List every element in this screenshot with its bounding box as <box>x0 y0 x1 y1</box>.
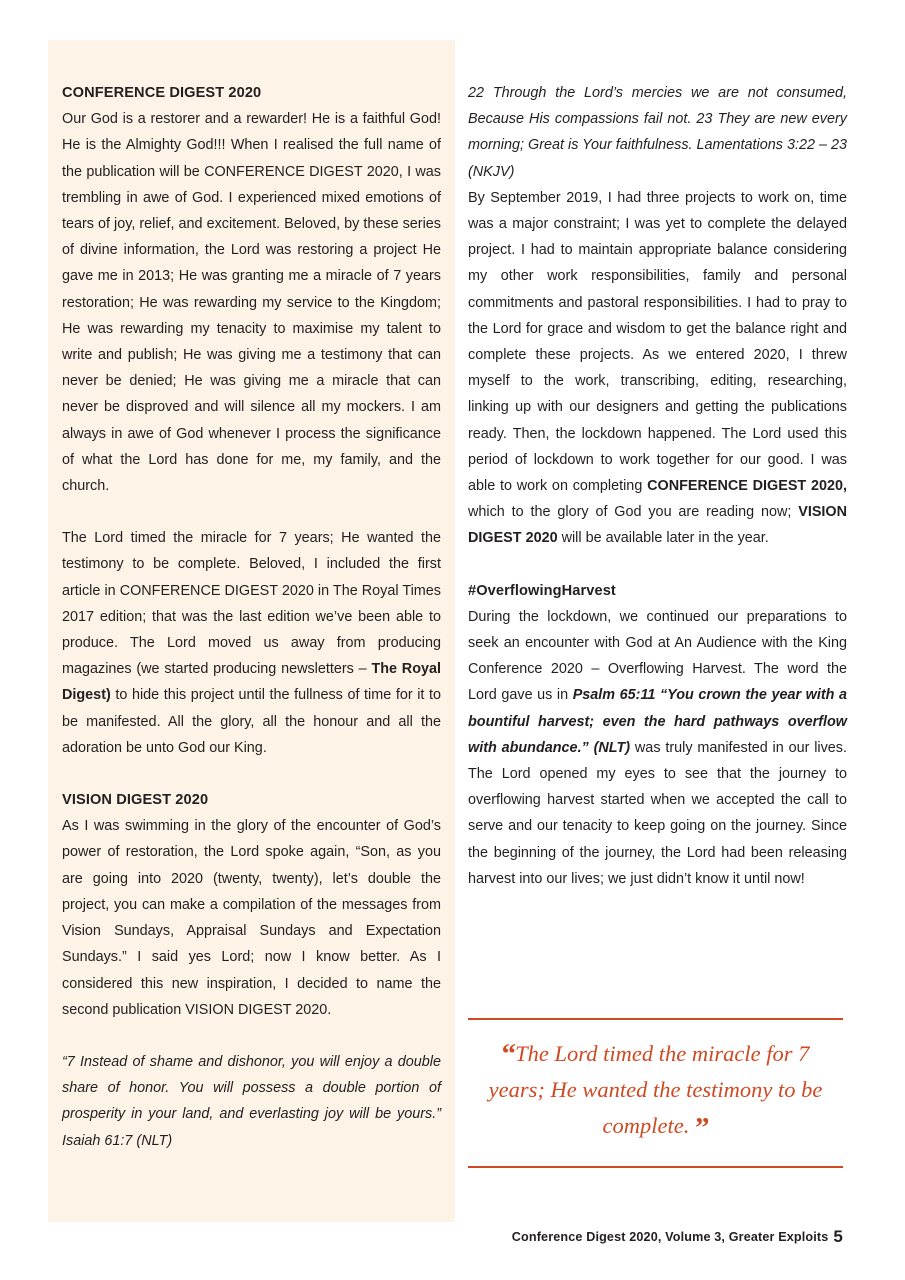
heading-vision-digest-2020: VISION DIGEST 2020 <box>62 792 209 809</box>
close-quote-icon: ” <box>694 1112 709 1144</box>
paragraph-september-2019-projects <box>468 185 847 552</box>
pull-quote-bottom-rule <box>468 1166 843 1168</box>
page-number: 5 <box>833 1227 843 1246</box>
paragraph-text-run: During the lockdown, we continued our preparations to seek an encounter with God at An Audience with the King Conference 2020 – Overflowing Harvest. The word the Lord gave us in <box>468 608 847 704</box>
bold-vision-digest-2020: VISION DIGEST 2020 <box>468 504 847 547</box>
pull-quote-body <box>468 1020 843 1158</box>
paragraph-text-run: The Lord timed the miracle for 7 years; He wanted the testimony to be complete. Beloved, I included the first article in CONFERENCE DIGEST 2020 in The Royal Times 2017 edition; that was the last edition we’ve been able to produce. The Lord moved us away from producing magazines (we started producing newsletters – <box>62 530 441 678</box>
open-quote-icon: “ <box>501 1038 516 1070</box>
page-footer <box>468 1227 843 1247</box>
pull-quote-text: The Lord timed the miracle for 7 years; He wanted the testimony to be complete. <box>488 1041 823 1138</box>
heading-conference-digest-2020: CONFERENCE DIGEST 2020 <box>62 85 262 101</box>
paragraph-text-run: will be available later in the year. <box>557 530 769 547</box>
bold-italic-psalm-65-11: Psalm 65:11 “You crown the year with a bountiful harvest; even the hard pathways overflow with abundance.” <box>468 687 847 756</box>
paragraph-text-run: which to the glory of God you are reading now; <box>468 504 799 521</box>
bold-the-royal-digest: The Royal Digest) <box>62 661 441 704</box>
left-column <box>62 80 441 1154</box>
paragraph-text-run: was truly manifested in our lives. The Lord opened my eyes to see that the journey to overflowing harvest started when we accepted the call to serve and our tenacity to keep going on the journey. Since the beginning of the journey, the Lord had been releasing harvest into our lives; we just didn’t know it until now! <box>468 739 847 887</box>
right-column <box>468 80 847 892</box>
scripture-isaiah-61-7: “7 Instead of shame and dishonor, you will enjoy a double share of honor. You will possess a double portion of prosperity in your land, and everlasting joy will be yours.” Isaiah 61:7 (NLT) <box>62 1053 441 1149</box>
scripture-lamentations-3-22-23: 22 Through the Lord’s mercies we are not consumed, Because His compassions fail not. 23 They are new every morning; Great is Your faithfulness. Lamentations 3:22 – 23 (NKJV) <box>468 85 847 180</box>
heading-overflowing-harvest-hashtag: #OverflowingHarvest <box>468 582 616 599</box>
bold-conference-digest-2020: CONFERENCE DIGEST 2020, <box>647 478 847 495</box>
paragraph-text-run: By September 2019, I had three projects to work on, time was a major constraint; I was yet to complete the delayed project. I had to maintain appropriate balance considering my other work responsibilities, family and personal commitments and pastoral responsibilities. I had to pray to the Lord for grace and wisdom to get the balance right and complete these projects. As we entered 2020, I threw myself to the work, transcribing, editing, researching, linking up with our designers and getting the publications ready. Then, the lockdown happened. The Lord used this period of lockdown to work together for our good. I was able to work on completing <box>468 189 847 495</box>
footer-publication-title: Conference Digest 2020, Volume 3, Greater Exploits <box>511 1230 829 1244</box>
paragraph-text-run: to hide this project until the fullness of time for it to be manifested. All the glory, all the honour and all the adoration be unto God our King. <box>62 687 441 756</box>
paragraph-restorer-rewarder: Our God is a restorer and a rewarder! He is a faithful God! He is the Almighty God!!! When I realised the full name of the publication will be CONFERENCE DIGEST 2020, I was trembling in awe of God. I experienced mixed emotions of tears of joy, relief, and excitement. Beloved, by these series of divine information, the Lord was restoring a project He gave me in 2013; He was granting me a miracle of 7 years restoration; He was rewarding my service to the Kingdom; He was rewarding my tenacity to maximise my talent to write and publish; He was giving me a testimony that can never be denied; He was giving me a miracle that can never be disproved and will silence all my mockers. I am always in awe of God whenever I process the significance of what the Lord has done for me, my family, and the church. <box>62 111 441 495</box>
paragraph-miracle-seven-years <box>62 525 441 761</box>
bold-italic-nlt-reference: (NLT) <box>588 739 631 756</box>
pull-quote-block <box>468 1018 843 1168</box>
paragraph-vision-digest: As I was swimming in the glory of the encounter of God’s power of restoration, the Lord spoke again, “Son, as you are going into 2020 (twenty, twenty), let’s double the project, you can make a compilation of the messages from Vision Sundays, Appraisal Sundays and Expectation Sundays.” I said yes Lord; now I know better. As I considered this new inspiration, I decided to name the second publication VISION DIGEST 2020. <box>62 818 441 1018</box>
paragraph-overflowing-harvest <box>468 604 847 892</box>
